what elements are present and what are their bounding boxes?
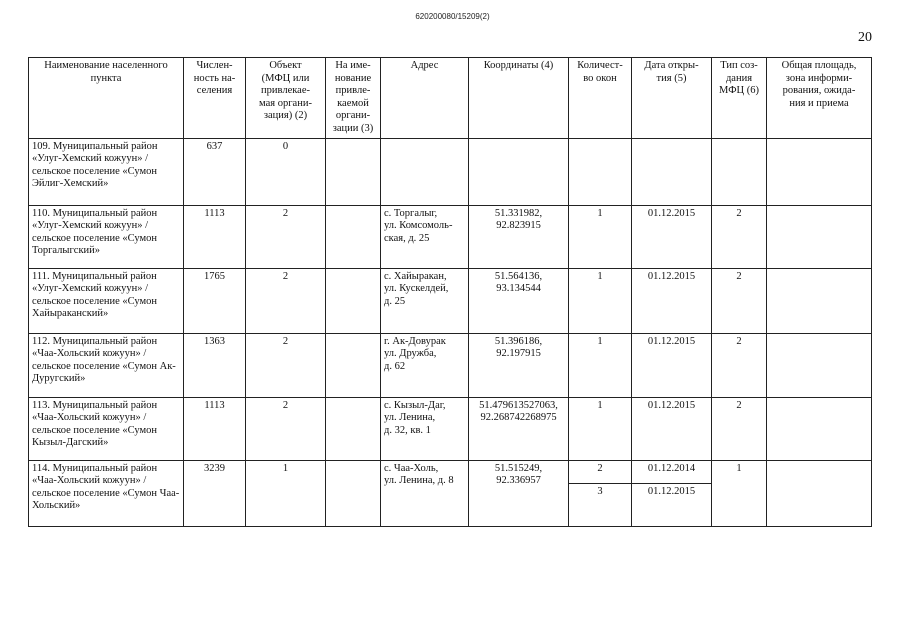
cell-organization [326, 205, 381, 268]
cell-area [767, 268, 872, 333]
cell-open-date: 01.12.2015 [632, 333, 712, 397]
table-row [29, 333, 872, 397]
header-address: Адрес [381, 58, 469, 139]
cell-population: 1765 [184, 268, 246, 333]
table-row [29, 268, 872, 333]
cell-population: 1113 [184, 397, 246, 460]
table-header-row [29, 58, 872, 139]
cell-object: 2 [246, 205, 326, 268]
page-number: 20 [858, 30, 872, 45]
cell-mfc-type: 1 [712, 460, 767, 526]
cell-object: 1 [246, 460, 326, 526]
cell-open-date [632, 138, 712, 205]
cell-organization [326, 460, 381, 526]
cell-mfc-type: 2 [712, 397, 767, 460]
cell-settlement: 114. Муниципальный район «Чаа-Хольский кожуун» / сельское поселение «Сумон Чаа-Хольский» [29, 460, 184, 526]
cell-open-date: 01.12.2015 [632, 397, 712, 460]
cell-settlement: 109. Муниципальный район «Улуг-Хемский кожуун» / сельское поселение «Сумон Эйлиг-Хемский» [29, 138, 184, 205]
header-organization: На име- нование привле- каемой органи- зации (3) [326, 58, 381, 139]
cell-address [381, 138, 469, 205]
document-id: 620200080/15209(2) [415, 12, 490, 21]
cell-object: 2 [246, 268, 326, 333]
cell-mfc-type [712, 138, 767, 205]
table-row [29, 460, 872, 483]
cell-windows: 1 [569, 397, 632, 460]
cell-open-date: 01.12.2015 [632, 205, 712, 268]
cell-population: 637 [184, 138, 246, 205]
cell-open-date: 01.12.2014 [632, 460, 712, 483]
table-row [29, 397, 872, 460]
cell-organization [326, 397, 381, 460]
cell-mfc-type: 2 [712, 205, 767, 268]
cell-windows [569, 138, 632, 205]
cell-windows: 2 [569, 460, 632, 483]
cell-address: г. Ак-Довурак ул. Дружба, д. 62 [381, 333, 469, 397]
cell-coordinates: 51.479613527063, 92.268742268975 [469, 397, 569, 460]
header-windows: Количест- во окон [569, 58, 632, 139]
cell-object: 0 [246, 138, 326, 205]
cell-population: 1113 [184, 205, 246, 268]
cell-address: с. Кызыл-Даг, ул. Ленина, д. 32, кв. 1 [381, 397, 469, 460]
cell-coordinates: 51.564136, 93.134544 [469, 268, 569, 333]
settlements-table [28, 57, 872, 527]
cell-population: 3239 [184, 460, 246, 526]
cell-area [767, 397, 872, 460]
cell-address: с. Чаа-Холь, ул. Ленина, д. 8 [381, 460, 469, 526]
cell-area [767, 138, 872, 205]
cell-mfc-type: 2 [712, 333, 767, 397]
header-mfc-type: Тип соз- дания МФЦ (6) [712, 58, 767, 139]
cell-area [767, 460, 872, 526]
cell-area [767, 205, 872, 268]
cell-organization [326, 138, 381, 205]
cell-coordinates: 51.331982, 92.823915 [469, 205, 569, 268]
cell-coordinates: 51.515249, 92.336957 [469, 460, 569, 526]
header-area: Общая площадь, зона информи- рования, ожида- ния и приема [767, 58, 872, 139]
cell-settlement: 113. Муниципальный район «Чаа-Хольский кожуун» / сельское поселение «Сумон Кызыл-Дагский» [29, 397, 184, 460]
cell-object: 2 [246, 397, 326, 460]
cell-address: с. Торгалыг, ул. Комсомоль- ская, д. 25 [381, 205, 469, 268]
cell-windows: 1 [569, 268, 632, 333]
cell-windows: 1 [569, 205, 632, 268]
table-row [29, 205, 872, 268]
header-object: Объект (МФЦ или привлекае- мая органи- зация) (2) [246, 58, 326, 139]
cell-population: 1363 [184, 333, 246, 397]
cell-mfc-type: 2 [712, 268, 767, 333]
cell-open-date: 01.12.2015 [632, 483, 712, 526]
cell-coordinates: 51.396186, 92.197915 [469, 333, 569, 397]
table-row [29, 138, 872, 205]
header-settlement: Наименование населенного пункта [29, 58, 184, 139]
header-coordinates: Координаты (4) [469, 58, 569, 139]
cell-object: 2 [246, 333, 326, 397]
header-population: Числен- ность на- селения [184, 58, 246, 139]
cell-settlement: 110. Муниципальный район «Улуг-Хемский кожуун» / сельское поселение «Сумон Торгалыгский» [29, 205, 184, 268]
cell-windows: 3 [569, 483, 632, 526]
cell-windows: 1 [569, 333, 632, 397]
cell-address: с. Хайыракан, ул. Кускелдей, д. 25 [381, 268, 469, 333]
cell-open-date: 01.12.2015 [632, 268, 712, 333]
cell-coordinates [469, 138, 569, 205]
cell-organization [326, 268, 381, 333]
cell-organization [326, 333, 381, 397]
cell-settlement: 111. Муниципальный район «Улуг-Хемский кожуун» / сельское поселение «Сумон Хайыраканский» [29, 268, 184, 333]
cell-area [767, 333, 872, 397]
header-open-date: Дата откры- тия (5) [632, 58, 712, 139]
cell-settlement: 112. Муниципальный район «Чаа-Хольский кожуун» / сельское поселение «Сумон Ак-Дуругский» [29, 333, 184, 397]
